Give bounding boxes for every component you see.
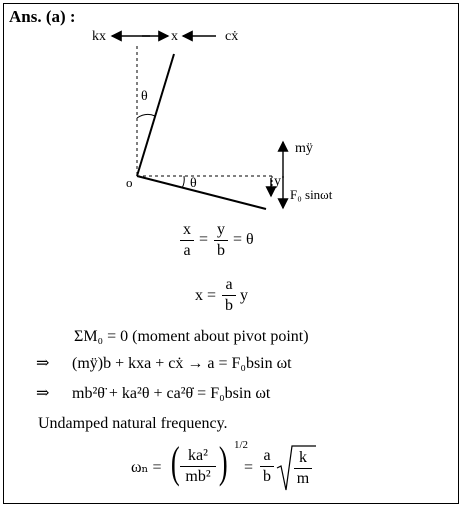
moment-equation: ΣM₀ = 0 (moment about pivot point) [74,328,309,345]
undamped-heading: Undamped natural frequency. [38,415,228,432]
label-x: x [171,29,178,44]
label-y: y [274,174,281,189]
label-o: o [126,175,133,190]
label-cx: cẋ [225,29,239,44]
label-theta-bottom: θ [190,176,197,191]
paren-right: ) [218,438,228,487]
equation-of-motion-2: mb²θ̈ + ka²θ + ca²θ̇ = F₀bsin ωt [72,385,271,402]
label-kx: kx [92,29,106,44]
implies-arrow-2: ⇒ [36,385,50,402]
equation-of-motion-1: (mÿ)b + kxa + cẋ → a = F₀bsin ωt [72,355,292,372]
implies-arrow-1: ⇒ [36,355,50,372]
paren-left: ( [170,438,180,487]
answer-heading: Ans. (a) : [9,7,76,26]
label-force: F₀ sinωt [290,187,333,202]
label-my: mÿ [295,141,313,156]
label-theta-top: θ [141,89,148,104]
